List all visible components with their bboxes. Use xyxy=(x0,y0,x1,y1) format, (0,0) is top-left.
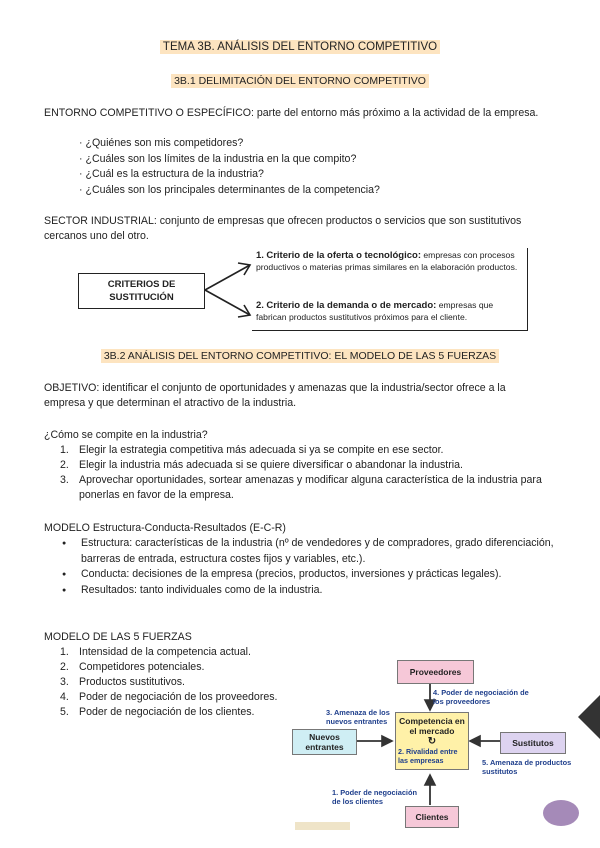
criterio-demanda: 2. Criterio de la demanda o de mercado: empresas que fabrican productos sustitutivos próximos para el cliente. xyxy=(256,300,494,322)
clientes-box: Clientes xyxy=(405,806,459,828)
sustitutos-box: Sustitutos xyxy=(500,732,566,754)
label-clientes: 1. Poder de negociación de los clientes xyxy=(332,788,418,806)
list-item: 2. Competidores potenciales. xyxy=(60,661,205,673)
list-item: ● Conducta: decisiones de la empresa (precios, productos, inversiones y prácticas legales). xyxy=(44,567,559,583)
label-sustitutos: 5. Amenaza de productos sustitutos xyxy=(482,758,572,776)
criterio-oferta: 1. Criterio de la oferta o tecnológico: empresas con procesos productivos o materias primas similares en la elaboración productos. xyxy=(256,250,518,272)
watermark-badge xyxy=(543,800,579,826)
section-heading-1: 3B.1 DELIMITACIÓN DEL ENTORNO COMPETITIVO xyxy=(0,75,600,87)
entorno-questions xyxy=(79,136,559,198)
label-proveedores: 4. Poder de negociación de los proveedores xyxy=(433,688,529,706)
entorno-paragraph: ENTORNO COMPETITIVO O ESPECÍFICO: parte del entorno más próximo a la actividad de la empresa. xyxy=(44,107,539,119)
criterios-list xyxy=(252,248,528,331)
criterios-arrows xyxy=(200,255,260,325)
list-item: 2. Elegir la industria más adecuada si se quiere diversificar o abandonar la industria. xyxy=(60,459,463,471)
label-nuevos: 3. Amenaza de los nuevos entrantes xyxy=(326,708,390,726)
list-item: 1. Intensidad de la competencia actual. xyxy=(60,646,251,658)
sector-paragraph: SECTOR INDUSTRIAL: conjunto de empresas que ofrecen productos o servicios que son sustitutivos cercanos uno del otro. xyxy=(44,215,522,242)
list-item: · ¿Cuáles son los límites de la industria en la que compito? xyxy=(79,152,357,165)
decorative-shape xyxy=(578,695,600,739)
nuevos-entrantes-box: Nuevos entrantes xyxy=(292,729,357,755)
list-item: · ¿Cuál es la estructura de la industria? xyxy=(79,168,264,180)
page-title: TEMA 3B. ANÁLISIS DEL ENTORNO COMPETITIVO xyxy=(0,41,600,53)
section-heading-2: 3B.2 ANÁLISIS DEL ENTORNO COMPETITIVO: EL MODELO DE LAS 5 FUERZAS xyxy=(0,350,600,362)
list-item: · ¿Quiénes son mis competidores? xyxy=(79,137,244,149)
como-question: ¿Cómo se compite en la industria? xyxy=(44,429,208,441)
list-item: 5. Poder de negociación de los clientes. xyxy=(60,706,255,718)
list-item: ● Resultados: tanto individuales como de la industria. xyxy=(44,583,559,599)
list-item: 3. Productos sustitutivos. xyxy=(60,676,185,688)
refresh-icon: ↻ xyxy=(427,736,437,747)
list-item: 4. Poder de negociación de los proveedores. xyxy=(60,691,278,703)
competencia-box: Competencia en el mercado ↻ 2. Rivalidad entre las empresas xyxy=(395,712,469,770)
criterios-box xyxy=(78,273,205,309)
list-item: 3. Aprovechar oportunidades, sortear amenazas y modificar alguna característica de la industria para ponerlas en favor de la empresa. xyxy=(60,474,542,501)
ecr-list xyxy=(44,536,559,598)
proveedores-box: Proveedores xyxy=(397,660,474,684)
list-item: ● Estructura: características de la industria (nº de vendedores y de compradores, grado diferenciación, barreras de entrada, estructura costes fijos y variables, etc.). xyxy=(44,536,559,567)
criterios-label: CRITERIOS DE SUSTITUCIÓN xyxy=(107,279,176,303)
objetivo-paragraph: OBJETIVO: identificar el conjunto de oportunidades y amenazas que la industria/sector ofrece a la empresa y que determinan el atractivo de la industria. xyxy=(44,382,506,409)
list-item: · ¿Cuáles son los principales determinantes de la competencia? xyxy=(79,183,380,196)
decorative-strip xyxy=(295,822,350,830)
list-item: 1. Elegir la estrategia competitiva más adecuada si ya se compite en ese sector. xyxy=(60,444,444,456)
ecr-title: MODELO Estructura-Conducta-Resultados (E-C-R) xyxy=(44,522,286,534)
fuerzas-title: MODELO DE LAS 5 FUERZAS xyxy=(44,631,192,643)
como-list xyxy=(44,443,559,503)
